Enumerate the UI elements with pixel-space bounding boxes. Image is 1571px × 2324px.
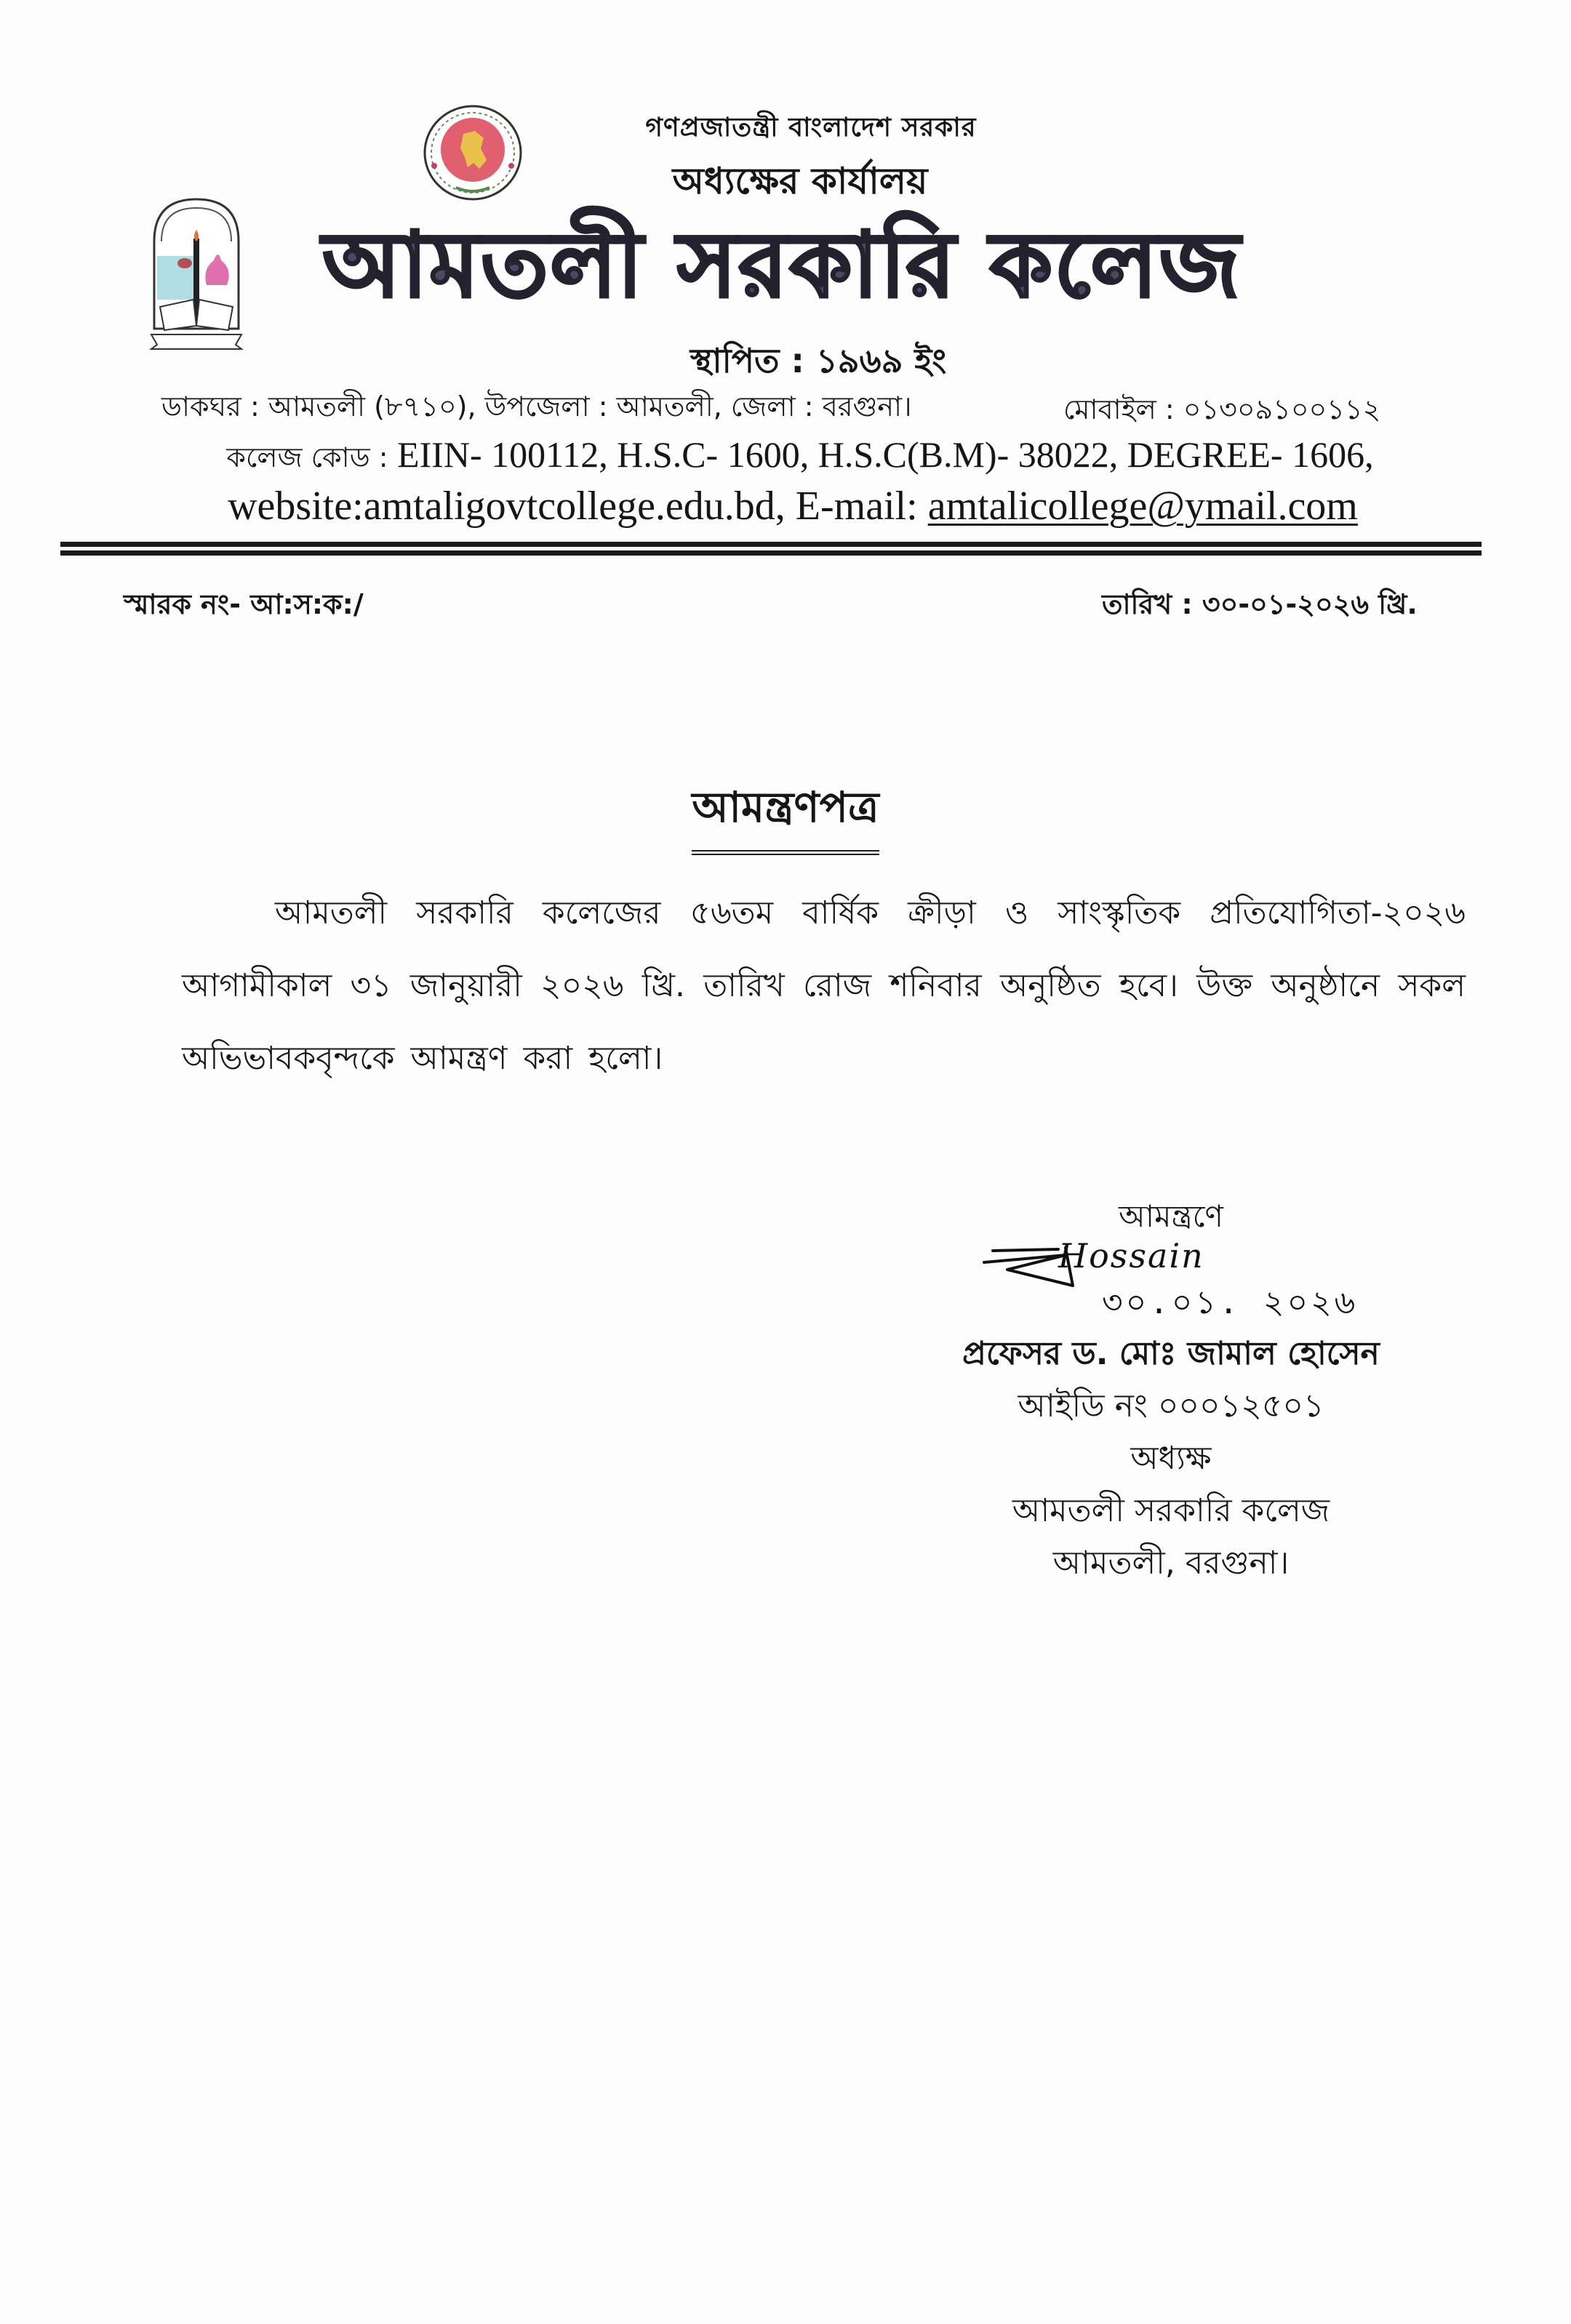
government-name: গণপ্রজাতন্ত্রী বাংলাদেশ সরকার: [645, 113, 977, 143]
signatory-institution: আমতলী সরকারি কলেজ: [1012, 1492, 1330, 1529]
signatory-designation: অধ্যক্ষ: [1130, 1440, 1212, 1477]
header-divider-bottom: [60, 550, 1482, 556]
college-codes-label: কলেজ কোড :: [226, 441, 388, 473]
document-title: [0, 775, 1571, 855]
memo-date: তারিখ : ৩০-০১-২০২৬ খ্রি.: [1102, 588, 1418, 620]
handwritten-signature: [909, 1236, 1433, 1328]
college-name-heading: আমতলী সরকারি কলেজ: [322, 213, 1242, 318]
signatory-id: আইডি নং ০০০১২৫০১: [1018, 1387, 1324, 1425]
memo-reference-number: স্মারক নং- আ:স:ক:/: [124, 588, 364, 620]
established-year: স্থাপিত : ১৯৬৯ ইং: [689, 341, 947, 380]
signature-name-handwritten: Hossain: [1058, 1236, 1204, 1275]
signature-greeting: আমন্ত্রণে: [1119, 1198, 1223, 1234]
document-title-text: আমন্ত্রণপত্র: [692, 775, 879, 855]
signatory-name: প্রফেসর ড. মোঃ জামাল হোসেন: [962, 1335, 1380, 1372]
signature-date-handwritten: ৩০.০১. ২০২৬: [1102, 1284, 1359, 1321]
contact-web-email: [0, 483, 1571, 529]
website-label[interactable]: website:amtaligovtcollege.edu.bd, E-mail:: [228, 484, 918, 529]
college-codes: [0, 433, 1571, 483]
invitation-body: আমতলী সরকারি কলেজের ৫৬তম বার্ষিক ক্রীড়া ও সাংস্কৃতিক প্রতিযোগিতা-২০২৬ আগামীকাল ৩১ জানুয়ারী ২০২৬ খ্রি. তারিখ রোজ শনিবার অনুষ্ঠিত হবে। উক্ত অনুষ্ঠানে সকল অভিভাবকবৃন্দকে আমন্ত্রণ করা হলো।: [182, 894, 1466, 1077]
header-divider-top: [60, 542, 1482, 547]
college-logo-icon: [145, 191, 247, 352]
mobile-number: মোবাইল : ০১৩০৯১০০১১২: [1063, 393, 1381, 425]
signature-block: [909, 1193, 1433, 1590]
office-name: অধ্যক্ষের কার্যালয়: [672, 160, 928, 202]
college-codes-value: EIIN- 100112, H.S.C- 1600, H.S.C(B.M)- 38022, DEGREE- 1606,: [397, 434, 1374, 475]
email-link[interactable]: amtalicollege@ymail.com: [927, 484, 1358, 529]
signatory-location: আমতলী, বরগুনা।: [1052, 1544, 1290, 1582]
postal-address: ডাকঘর : আমতলী (৮৭১০), উপজেলা : আমতলী, জেলা : বরগুনা।: [161, 390, 912, 422]
